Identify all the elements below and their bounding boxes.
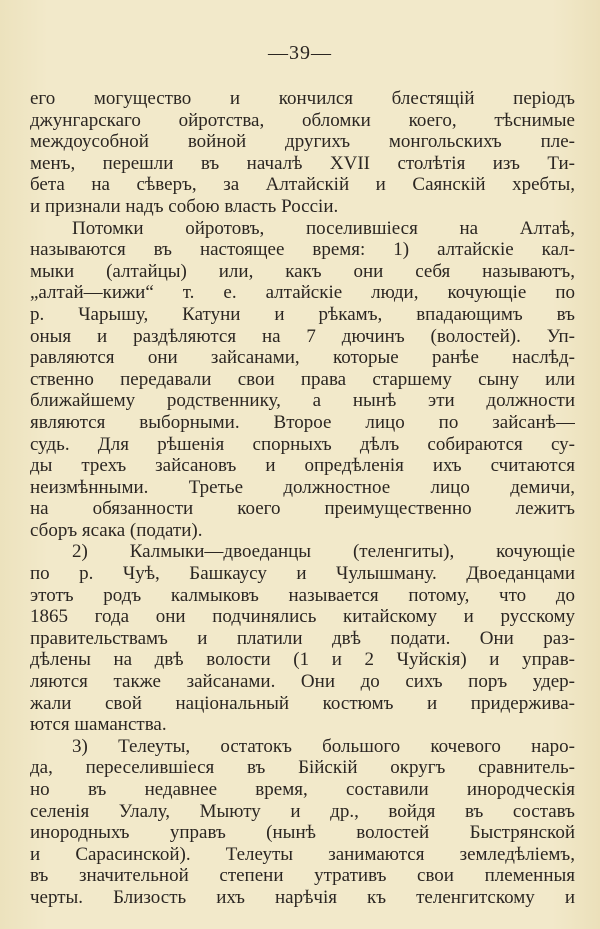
text-line: „алтай—кижи“ т. е. алтайскіе люди, кочующіе по (30, 282, 575, 304)
text-line: ближайшему родственнику, а нынѣ эти должности (30, 390, 575, 412)
text-line: являются выборными. Второе лицо по зайсанѣ— (30, 411, 575, 433)
text-line: Потомки ойротовъ, поселившіеся на Алтаѣ, (72, 217, 575, 239)
paragraph (30, 736, 575, 909)
text-line: равляются они зайсанами, которые ранѣе наслѣд- (30, 347, 575, 369)
text-line: менъ, перешли въ началѣ XVII столѣтія изъ Ти- (30, 152, 575, 174)
text-line: ды трехъ зайсановъ и опредѣленія ихъ считаются (30, 455, 575, 477)
text-line: селенія Улалу, Мыюту и др., войдя въ составъ (30, 800, 575, 822)
paragraph (30, 88, 575, 218)
text-line: бета на сѣверъ, за Алтайскій и Саянскій хребты, (30, 174, 575, 196)
text-line: этотъ родъ калмыковъ называется потому, что до (30, 584, 575, 606)
text-line: да, переселившіеся въ Бійскій округъ сравнитель- (30, 757, 575, 779)
page-number: —39— (268, 42, 332, 64)
text-line: 2) Калмыки—двоеданцы (теленгиты), кочующіе (72, 541, 575, 563)
text-line: называются въ настоящее время: 1) алтайскіе кал- (30, 239, 575, 261)
text-line: джунгарскаго ойротства, обломки коего, тѣснимые (30, 109, 575, 131)
text-line: сборъ ясака (подати). (30, 519, 203, 541)
text-line: по р. Чуѣ, Башкаусу и Чулышману. Двоеданцами (30, 563, 575, 585)
text-line: судь. Для рѣшенія спорныхъ дѣлъ собираются су- (30, 433, 575, 455)
text-line: неизмѣнными. Третье должностное лицо демичи, (30, 476, 575, 498)
text-line: инородныхъ управъ (нынѣ волостей Быстрянской (30, 822, 575, 844)
paragraph (30, 541, 575, 735)
text-line: и Сарасинской). Телеуты занимаются земледѣліемъ, (30, 843, 575, 865)
text-line: и признали надъ собою власть Россіи. (30, 195, 339, 217)
text-line: ются шаманства. (30, 714, 167, 736)
text-line: ственно передавали свои права старшему сыну или (30, 368, 575, 390)
text-line: на обязанности коего преимущественно лежитъ (30, 498, 575, 520)
text-line: жали свой національный костюмъ и придержива- (30, 692, 575, 714)
text-line: правительствамъ и платили двѣ подати. Они раз- (30, 627, 575, 649)
text-line: его могущество и кончился блестящій періодъ (30, 88, 575, 109)
body-text (30, 88, 575, 909)
text-line: междоусобной войной другихъ монгольскихъ пле- (30, 131, 575, 153)
text-line: въ значительной степени утративъ свои племенныя (30, 865, 575, 887)
text-line: мыки (алтайцы) или, какъ они себя называютъ, (30, 260, 575, 282)
text-line: черты. Близость ихъ нарѣчія къ теленгитскому и (30, 886, 575, 908)
text-line: 1865 года они подчинялись китайскому и русскому (30, 606, 575, 628)
text-line: но въ недавнее время, составили инородческія (30, 779, 575, 800)
text-line: р. Чарышу, Катуни и рѣкамъ, впадающимъ въ (30, 303, 575, 325)
text-line: 3) Телеуты, остатокъ большого кочевого наро- (72, 735, 575, 757)
text-line: ляются также зайсанами. Они до сихъ поръ удер- (30, 671, 575, 693)
paragraph (30, 218, 575, 542)
text-line: оныя и раздѣляются на 7 дючинъ (волостей). Уп- (30, 325, 575, 347)
text-line: дѣлены на двѣ волости (1 и 2 Чуйскія) и управ- (30, 649, 575, 671)
